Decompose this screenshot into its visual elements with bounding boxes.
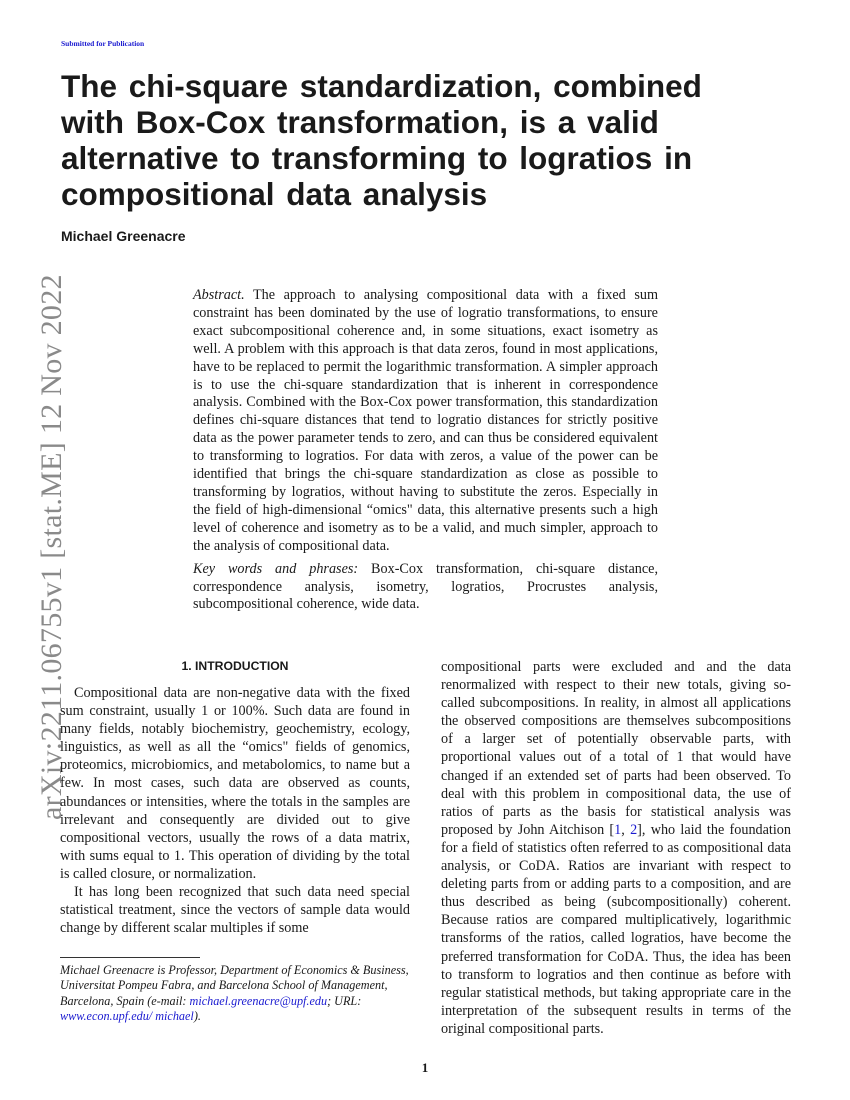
citation-link[interactable]: 2 [630, 821, 638, 838]
keywords-text: Box-Cox transformation, chi-square distance, correspondence analysis, isometry, logratios, Procrustes analysis, subcompositional coherence, wide data. [193, 560, 658, 613]
paragraph: It has long been recognized that such data need special statistical treatment, since the vectors of sample data would change by different scalar multiples if some [60, 884, 410, 937]
footnote-divider [60, 957, 200, 958]
email-link[interactable]: michael.greenacre@upf.edu [189, 993, 328, 1008]
paragraph-text: ], who laid the foundation for a field of statistics often referred to as compositional data analysis, or CoDA. Ratios are invariant with respect to deleting parts from or adding parts to a composition, and are thus described as being (subcompositionally) coherent. Because ratios are compared multiplicatively, logarithmic transforms of the ratios, called logratios, have become the preferred transformation for CoDA. Thus, the idea has been to transform to logratios and then continue as before with regular statistical methods, but taking appropriate care in the interpretation of the subsequent results in terms of the original compositional parts. [441, 821, 791, 1037]
abstract-lead: Abstract. [193, 287, 245, 303]
submitted-label: Submitted for Publication [61, 39, 145, 48]
footnote-end: ). [193, 1008, 201, 1023]
citation-link[interactable]: 1 [614, 821, 622, 838]
left-column [60, 684, 410, 937]
author-name: Michael Greenacre [61, 228, 186, 244]
footnote [60, 963, 410, 1024]
title-line: compositional data analysis [61, 176, 488, 212]
title-line: The chi-square standardization, combined [61, 68, 702, 104]
abstract-body [193, 287, 658, 556]
homepage-link[interactable]: www.econ.upf.edu/ michael [60, 1008, 194, 1023]
paragraph-text: compositional parts were excluded and and the data renormalized with respect to their new totals, giving so-called subcompositions. In reality, in almost all applications the observed compositions are themselves subcompositions of a larger set of potentially observable parts, with proportional values out of a total of 1 that would have changed if an extended set of parts had been observed. To deal with this problem in compositional data, the use of ratios of parts as the basis for statistical analysis was proposed by John Aitchison [ [441, 659, 791, 838]
abstract-text: The approach to analysing compositional data with a fixed sum constraint has been dominated by the use of logratio transformations, to ensure exact subcompositional coherence and, in some situations, exact isometry as well. A problem with this approach is that data zeros, found in most applications, have to be replaced to permit the logarithmic transformation. A simpler approach is to use the chi-square standardization that is inherent in correspondence analysis. Combined with the Box-Cox power transformation, this standardization defines chi-square distances that tend to logratio distances for strictly positive data as the power parameter tends to zero, and can thus be considered equivalent to transforming to logratios. For data with zeros, a value of the power can be identified that brings the chi-square standardization as close as possible to transforming by logratios, without having to substitute the zeros. Especially in the field of high-dimensional “omics" data, this alternative presents such a high level of coherence and isometry as to be a valid, and much simpler, approach to the analysis of compositional data. [193, 287, 658, 554]
paragraph [441, 658, 791, 1038]
arxiv-identifier: arXiv:2211.06755v1 [stat.ME] 12 Nov 2022 [35, 274, 68, 820]
keywords [193, 561, 658, 615]
section-heading: 1. INTRODUCTION [181, 659, 289, 673]
right-column [441, 658, 791, 1038]
page-number: 1 [421, 1060, 429, 1075]
footnote-text: Michael Greenacre is Professor, Department of Economics & Business, Universitat Pompeu Fabra, and Barcelona School of Management, Barcelona, Spain (e-mail: [60, 963, 409, 1008]
title-line: alternative to transforming to logratios in [61, 140, 693, 176]
title-line: with Box-Cox transformation, is a valid [61, 104, 659, 140]
footnote-url-label: ; URL: [327, 993, 362, 1008]
citation-separator: , [621, 821, 631, 838]
keywords-lead: Key words and phrases: [193, 560, 359, 577]
abstract [193, 287, 658, 614]
paragraph: Compositional data are non-negative data with the fixed sum constraint, usually 1 or 100%. Such data are found in many fields, notably biochemistry, geochemistry, ecology, linguistics, as well as all the “omics" fields of genomics, proteomics, microbiomics, and metabolomics, to name but a few. In most cases, such data are observed as counts, abundances or intensities, where the totals in the samples are irrelevant and consequently are divided out to give compositional vectors, usually the rows of a data matrix, with sums equal to 1. This operation of dividing by the total is called closure, or normalization. [60, 685, 410, 882]
paper-title [61, 68, 781, 212]
